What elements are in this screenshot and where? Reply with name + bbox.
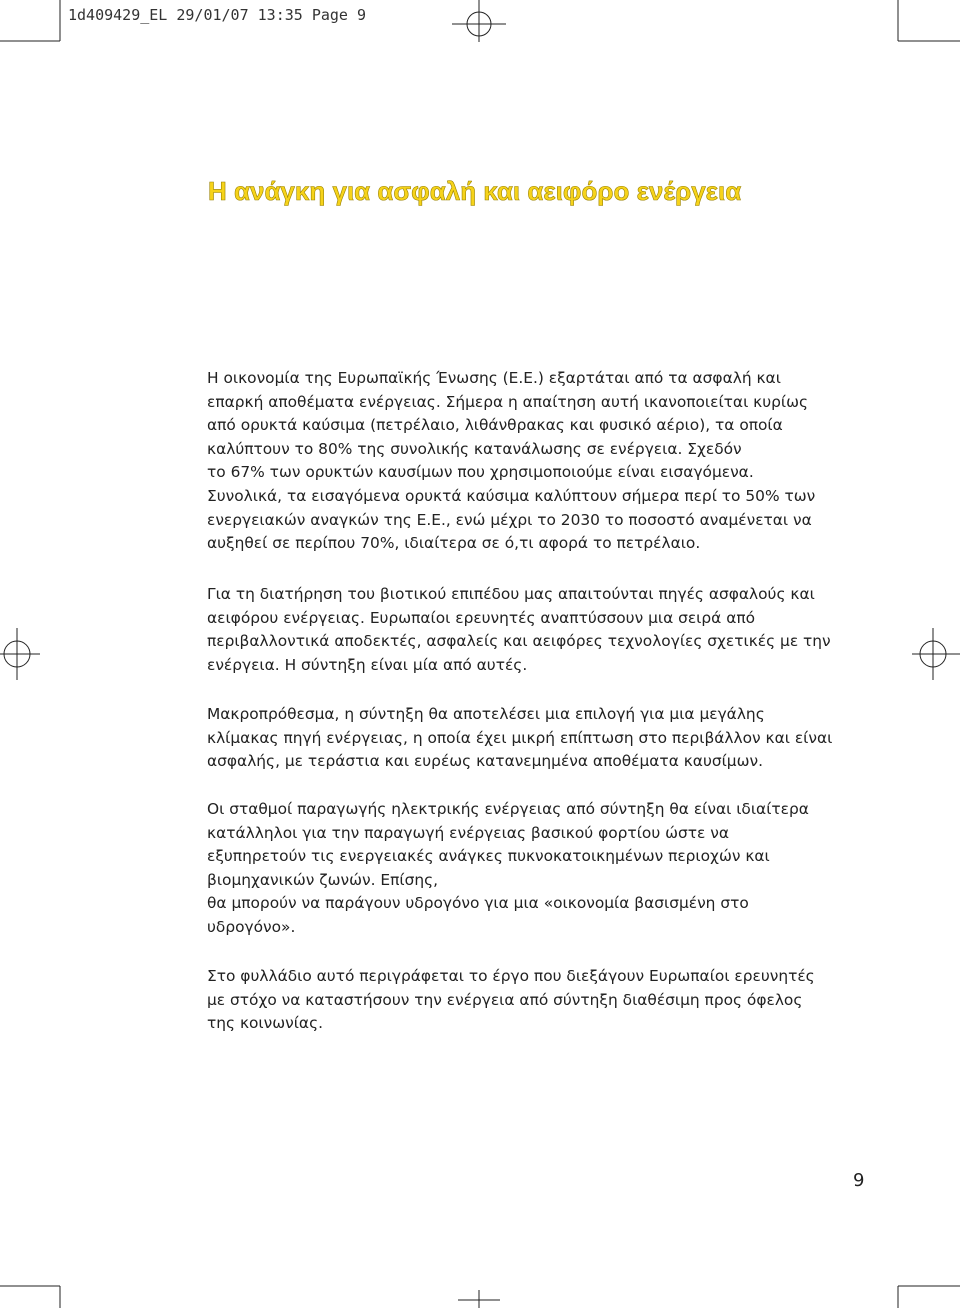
page-number: 9: [853, 1170, 865, 1191]
text-line: εξυπηρετούν τις ενεργειακές ανάγκες πυκνοκατοικημένων περιοχών και: [207, 847, 770, 866]
paragraph-eu-energy-dependence: [207, 367, 847, 556]
text-line: της κοινωνίας.: [207, 1014, 324, 1033]
page-title: Η ανάγκη για ασφαλή και αειφόρο ενέργεια: [208, 176, 742, 206]
text-line: Μακροπρόθεσμα, η σύντηξη θα αποτελέσει μια επιλογή για μια μεγάλης: [207, 705, 765, 723]
paragraph-fusion-long-term: [207, 703, 847, 774]
crop-mark-top-left: [0, 0, 60, 41]
text-line: βιομηχανικών ζωνών. Επίσης,: [207, 870, 439, 889]
text-line: υδρογόνο».: [207, 917, 296, 936]
text-line: Για τη διατήρηση του βιοτικού επιπέδου μας απαιτούνται πηγές ασφαλούς και: [207, 585, 815, 603]
text-line: με στόχο να καταστήσουν την ενέργεια από σύντηξη διαθέσιμη προς όφελος: [207, 990, 803, 1009]
text-line: ενέργεια. Η σύντηξη είναι μία από αυτές.: [207, 655, 528, 674]
paragraph-brochure-intro: [207, 965, 847, 1036]
text-line: ασφαλής, με τεράστια και ευρέως κατανεμημένα αποθέματα καυσίμων.: [207, 752, 763, 771]
crop-mark-bottom-left: [0, 1286, 60, 1308]
text-line: αειφόρου ενέργειας. Ευρωπαίοι ερευνητές αναπτύσσουν μια σειρά από: [207, 608, 756, 627]
registration-target-right: [912, 628, 960, 680]
text-line: Οι σταθμοί παραγωγής ηλεκτρικής ενέργειας από σύντηξη θα είναι ιδιαίτερα: [207, 800, 809, 818]
text-line: Η οικονομία της Ευρωπαϊκής Ένωσης (Ε.Ε.) εξαρτάται από τα ασφαλή και: [207, 369, 781, 387]
text-line: επαρκή αποθέματα ενέργειας. Σήμερα η απαίτηση αυτή ικανοποιείται κυρίως: [207, 392, 809, 411]
text-line: από ορυκτά καύσιμα (πετρέλαιο, λιθάνθρακας και φυσικό αέριο), τα οποία: [207, 416, 783, 435]
print-slug: 1d409429_EL 29/01/07 13:35 Page 9: [68, 6, 367, 24]
registration-target-bottom: [458, 1290, 500, 1308]
paragraph-fusion-power-plants: [207, 798, 847, 940]
text-line: το 67% των ορυκτών καυσίμων που χρησιμοποιούμε είναι εισαγόμενα.: [207, 463, 754, 482]
text-line: ενεργειακών αναγκών της Ε.Ε., ενώ μέχρι το 2030 το ποσοστό αναμένεται να: [207, 510, 812, 529]
text-line: θα μπορούν να παράγουν υδρογόνο για μια «οικονομία βασισμένη στο: [207, 894, 749, 913]
text-line: περιβαλλοντικά αποδεκτές, ασφαλείς και αειφόρες τεχνολογίες σχετικές με την: [207, 632, 831, 651]
text-line: Συνολικά, τα εισαγόμενα ορυκτά καύσιμα καλύπτουν σήμερα περί το 50% των: [207, 486, 816, 505]
crop-mark-top-right: [898, 0, 960, 41]
registration-target-left: [0, 628, 40, 680]
text-line: αυξηθεί σε περίπου 70%, ιδιαίτερα σε ό,τι αφορά το πετρέλαιο.: [207, 534, 701, 553]
text-line: κλίμακας πηγή ενέργειας, η οποία έχει μικρή επίπτωση στο περιβάλλον και είναι: [207, 728, 833, 747]
crop-mark-bottom-right: [898, 1286, 960, 1308]
text-line: καλύπτουν το 80% της συνολικής κατανάλωσης σε ενέργεια. Σχεδόν: [207, 439, 742, 458]
text-line: κατάλληλοι για την παραγωγή ενέργειας βασικού φορτίου ώστε να: [207, 823, 729, 842]
registration-target-top: [452, 0, 506, 42]
text-line: Στο φυλλάδιο αυτό περιγράφεται το έργο που διεξάγουν Ευρωπαίοι ερευνητές: [207, 967, 815, 985]
paragraph-sustainable-energy: [207, 583, 847, 677]
